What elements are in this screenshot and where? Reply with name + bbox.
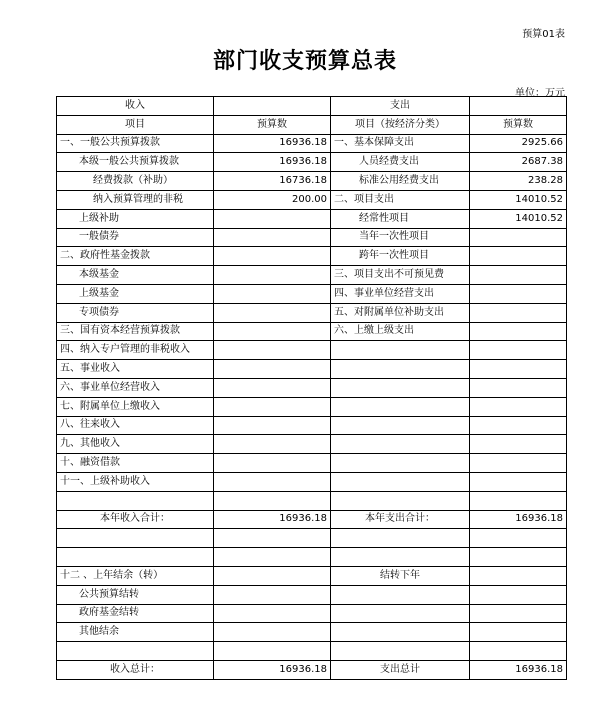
table-row — [57, 190, 567, 209]
income-section-header: 收入 — [57, 97, 214, 116]
header-row-columns — [57, 115, 567, 134]
expense-item-cell: 人员经费支出 — [331, 153, 470, 172]
income-item-cell — [57, 642, 214, 661]
income-amount-cell — [214, 397, 331, 416]
expense-amount-cell: 238.28 — [470, 172, 567, 191]
expense-item-cell — [331, 491, 470, 510]
expense-amount-cell: 16936.18 — [470, 660, 567, 679]
income-item-cell: 十、融资借款 — [57, 454, 214, 473]
expense-item-cell: 六、上缴上级支出 — [331, 322, 470, 341]
income-item-cell: 本年收入合计： — [57, 510, 214, 529]
expense-amount-cell — [470, 585, 567, 604]
expense-amount-cell: 2925.66 — [470, 134, 567, 153]
income-item-cell: 六、事业单位经营收入 — [57, 378, 214, 397]
income-section-spacer — [214, 97, 331, 116]
income-item-cell: 二、政府性基金拨款 — [57, 247, 214, 266]
expense-item-cell — [331, 548, 470, 567]
form-code: 预算01表 — [522, 29, 565, 40]
expense-amount-cell: 16936.18 — [470, 510, 567, 529]
income-amount-cell — [214, 623, 331, 642]
expense-item-cell — [331, 623, 470, 642]
income-amount-cell — [214, 247, 331, 266]
table-row — [57, 247, 567, 266]
income-amount-cell: 16936.18 — [214, 660, 331, 679]
expense-item-cell: 跨年一次性项目 — [331, 247, 470, 266]
expense-amount-cell — [470, 566, 567, 585]
expense-amount-cell — [470, 472, 567, 491]
table-row — [57, 341, 567, 360]
table-row — [57, 303, 567, 322]
income-item-cell: 本级一般公共预算拨款 — [57, 153, 214, 172]
expense-amount-cell — [470, 604, 567, 623]
expense-amount-cell — [470, 491, 567, 510]
income-item-cell: 公共预算结转 — [57, 585, 214, 604]
expense-amount-cell — [470, 228, 567, 247]
page-title: 部门收支预算总表 — [212, 48, 397, 74]
income-item-cell: 七、附属单位上缴收入 — [57, 397, 214, 416]
expense-amount-cell: 14010.52 — [470, 209, 567, 228]
income-amount-cell — [214, 416, 331, 435]
table-row — [57, 435, 567, 454]
income-amount-cell — [214, 435, 331, 454]
table-row — [57, 397, 567, 416]
income-amount-cell — [214, 228, 331, 247]
expense-amount-cell — [470, 397, 567, 416]
expense-amount-cell — [470, 266, 567, 285]
expense-amount-cell — [470, 529, 567, 548]
table-row — [57, 510, 567, 529]
table-row — [57, 548, 567, 567]
income-amount-cell — [214, 378, 331, 397]
table-row — [57, 660, 567, 679]
expense-amount-cell — [470, 322, 567, 341]
table-row — [57, 378, 567, 397]
table-row — [57, 360, 567, 379]
expense-item-cell: 二、项目支出 — [331, 190, 470, 209]
expense-amount-cell — [470, 247, 567, 266]
expense-item-cell: 支出总计 — [331, 660, 470, 679]
income-item-cell: 经费拨款（补助） — [57, 172, 214, 191]
expense-item-cell: 三、项目支出不可预见费 — [331, 266, 470, 285]
income-item-cell: 十二 、上年结余（转） — [57, 566, 214, 585]
expense-item-cell — [331, 378, 470, 397]
expense-amount-cell — [470, 303, 567, 322]
expense-amount-cell — [470, 378, 567, 397]
income-item-cell: 一般债券 — [57, 228, 214, 247]
expense-section-header: 支出 — [331, 97, 470, 116]
expense-section-spacer — [470, 97, 567, 116]
expense-item-cell — [331, 360, 470, 379]
expense-item-cell: 当年一次性项目 — [331, 228, 470, 247]
expense-amount-header: 预算数 — [470, 115, 567, 134]
expense-amount-cell — [470, 642, 567, 661]
income-item-cell: 上级补助 — [57, 209, 214, 228]
income-amount-cell — [214, 642, 331, 661]
income-amount-cell — [214, 284, 331, 303]
expense-amount-cell: 14010.52 — [470, 190, 567, 209]
expense-amount-cell — [470, 341, 567, 360]
table-row — [57, 491, 567, 510]
header-row-sections — [57, 97, 567, 116]
income-amount-cell: 16936.18 — [214, 510, 331, 529]
income-item-cell: 一、一般公共预算拨款 — [57, 134, 214, 153]
budget-table-body — [57, 97, 567, 680]
expense-item-cell — [331, 529, 470, 548]
budget-table — [56, 96, 567, 680]
income-amount-cell — [214, 322, 331, 341]
income-amount-cell — [214, 491, 331, 510]
income-item-cell: 四、纳入专户管理的非税收入 — [57, 341, 214, 360]
income-item-cell: 八、往来收入 — [57, 416, 214, 435]
income-amount-cell — [214, 303, 331, 322]
expense-item-cell — [331, 642, 470, 661]
income-amount-cell — [214, 566, 331, 585]
income-item-cell: 政府基金结转 — [57, 604, 214, 623]
table-row — [57, 472, 567, 491]
expense-item-cell — [331, 472, 470, 491]
income-item-cell: 九、其他收入 — [57, 435, 214, 454]
expense-item-cell: 标准公用经费支出 — [331, 172, 470, 191]
income-amount-cell: 16936.18 — [214, 134, 331, 153]
income-amount-cell — [214, 472, 331, 491]
expense-amount-cell: 2687.38 — [470, 153, 567, 172]
income-amount-header: 预算数 — [214, 115, 331, 134]
income-amount-cell — [214, 360, 331, 379]
table-row — [57, 228, 567, 247]
income-item-cell: 本级基金 — [57, 266, 214, 285]
income-amount-cell — [214, 454, 331, 473]
income-amount-cell — [214, 209, 331, 228]
income-amount-cell: 200.00 — [214, 190, 331, 209]
expense-amount-cell — [470, 416, 567, 435]
expense-item-cell — [331, 435, 470, 454]
income-item-cell: 五、事业收入 — [57, 360, 214, 379]
income-item-cell: 十一、上级补助收入 — [57, 472, 214, 491]
expense-item-cell: 经常性项目 — [331, 209, 470, 228]
expense-item-cell — [331, 341, 470, 360]
expense-item-cell — [331, 585, 470, 604]
table-row — [57, 529, 567, 548]
income-amount-cell — [214, 341, 331, 360]
expense-amount-cell — [470, 454, 567, 473]
unit-label: 单位：万元 — [515, 88, 565, 99]
income-amount-cell — [214, 266, 331, 285]
table-row — [57, 209, 567, 228]
expense-item-cell: 本年支出合计： — [331, 510, 470, 529]
expense-item-cell — [331, 416, 470, 435]
income-item-header: 项目 — [57, 115, 214, 134]
income-amount-cell — [214, 604, 331, 623]
expense-item-header: 项目（按经济分类） — [331, 115, 470, 134]
table-row — [57, 566, 567, 585]
expense-item-cell — [331, 604, 470, 623]
income-item-cell — [57, 491, 214, 510]
table-row — [57, 642, 567, 661]
expense-amount-cell — [470, 623, 567, 642]
income-amount-cell — [214, 585, 331, 604]
table-row — [57, 134, 567, 153]
expense-amount-cell — [470, 284, 567, 303]
income-amount-cell — [214, 529, 331, 548]
table-row — [57, 172, 567, 191]
expense-amount-cell — [470, 360, 567, 379]
table-row — [57, 322, 567, 341]
table-row — [57, 284, 567, 303]
income-item-cell: 收入总计： — [57, 660, 214, 679]
income-item-cell: 其他结余 — [57, 623, 214, 642]
table-row — [57, 604, 567, 623]
table-row — [57, 623, 567, 642]
income-amount-cell: 16936.18 — [214, 153, 331, 172]
expense-item-cell — [331, 454, 470, 473]
income-item-cell — [57, 548, 214, 567]
income-item-cell: 纳入预算管理的非税 — [57, 190, 214, 209]
expense-amount-cell — [470, 548, 567, 567]
expense-item-cell — [331, 397, 470, 416]
income-item-cell: 上级基金 — [57, 284, 214, 303]
expense-item-cell: 结转下年 — [331, 566, 470, 585]
income-amount-cell: 16736.18 — [214, 172, 331, 191]
expense-item-cell: 一、基本保障支出 — [331, 134, 470, 153]
expense-item-cell: 五、对附属单位补助支出 — [331, 303, 470, 322]
table-row — [57, 153, 567, 172]
table-row — [57, 454, 567, 473]
income-item-cell — [57, 529, 214, 548]
expense-item-cell: 四、事业单位经营支出 — [331, 284, 470, 303]
income-item-cell: 专项债券 — [57, 303, 214, 322]
table-row — [57, 585, 567, 604]
table-row — [57, 416, 567, 435]
income-amount-cell — [214, 548, 331, 567]
expense-amount-cell — [470, 435, 567, 454]
table-row — [57, 266, 567, 285]
income-item-cell: 三、国有资本经营预算拨款 — [57, 322, 214, 341]
